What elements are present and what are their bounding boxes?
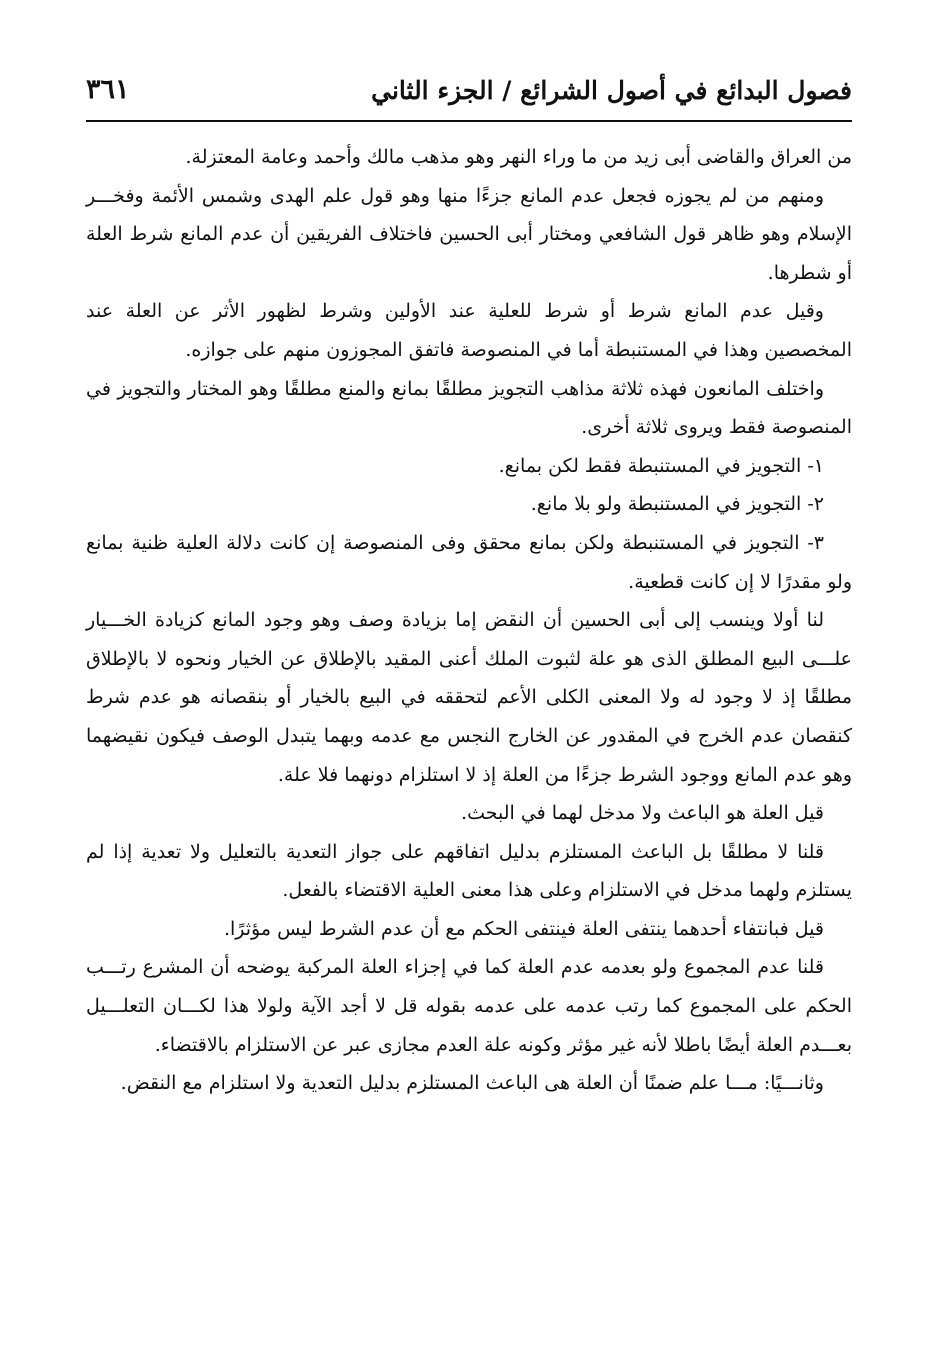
header-divider <box>86 120 852 122</box>
running-title: فصول البدائع في أصول الشرائع / الجزء الثاني <box>371 76 852 105</box>
list-item-3: ٣- التجويز في المستنبطة ولكن بمانع محقق وفى المنصوصة إن كانت دلالة العلية ظنية بمانع ولو مقدرًا لا إن كانت قطعية. <box>86 531 852 593</box>
paragraph-7: قلنا لا مطلقًا بل الباعث المستلزم بدليل اتفاقهم على جواز التعدية بالتعليل ولا تعدية إذا لم يستلزم ولهما مدخل في الاستلزام وعلى هذا معنى العلية الاقتضاء بالفعل. <box>86 840 852 902</box>
paragraph-10: وثانـــيًا: مـــا علم ضمنًا أن العلة هى الباعث المستلزم بدليل التعدية ولا استلزام مع النقض. <box>120 1072 824 1095</box>
page-number: ٣٦١ <box>86 74 130 105</box>
paragraph-5: لنا أولا وينسب إلى أبى الحسين أن النقض إما بزيادة وصف وهو وجود المانع كزيادة الخـــيار علـــى البيع المطلق الذى هو علة لثبوت الملك أعنى المقيد بالإطلاق عن الخيار ونحوه لا بالإطلاق مطلقًا إذ لا وجود له ولا المعنى الكلى الأعم لتحققه في البيع بالخيار أو بنقصانه هو عدم شرط كنقصان عدم الخرج في المقدور عن الخارج النجس مع عدمه وبهما يتبدل الوصف فيكون نقيضهما وهو عدم المانع ووجود الشرط جزءًا من العلة إذ لا استلزام دونهما فلا علة. <box>86 609 852 786</box>
paragraph-4: واختلف المانعون فهذه ثلاثة مذاهب التجويز مطلقًا بمانع والمنع مطلقًا وهو المختار والتجويز في المنصوصة فقط ويروى ثلاثة أخرى. <box>86 377 852 439</box>
paragraph-9: قلنا عدم المجموع ولو بعدمه عدم العلة كما في إجزاء العلة المركبة يوضحه أن المشرع رتـــب الحكم على المجموع كما رتب عدمه على عدمه بقوله قل لا أجد الآية ولولا هذا لكـــان التعلـــيل بعـــدم العلة أيضًا باطلا لأنه غير مؤثر وكونه علة العدم مجازى عبر عن الاستلزام بالاقتضاء. <box>86 956 852 1056</box>
body-text <box>86 138 852 1103</box>
paragraph-2: ومنهم من لم يجوزه فجعل عدم المانع جزءًا منها وهو قول علم الهدى وشمس الأئمة وفخـــر الإسلام وهو ظاهر قول الشافعي ومختار أبى الحسين فاختلاف الفريقين أن عدم المانع شرط العلة أو شطرها. <box>86 184 852 284</box>
page-header <box>86 70 852 118</box>
paragraph-3: وقيل عدم المانع شرط أو شرط للعلية عند الأولين وشرط لظهور الأثر عن العلة عند المخصصين وهذا في المستنبطة أما في المنصوصة فاتفق المجوزون منهم على جوازه. <box>86 300 852 361</box>
paragraph-6: قيل العلة هو الباعث ولا مدخل لهما في البحث. <box>461 802 824 825</box>
paragraph-1: من العراق والقاضى أبى زيد من ما وراء النهر وهو مذهب مالك وأحمد وعامة المعتزلة. <box>185 146 852 168</box>
book-page <box>86 70 852 1320</box>
list-item-1: ١- التجويز في المستنبطة فقط لكن بمانع. <box>498 454 824 477</box>
list-item-2: ٢- التجويز في المستنبطة ولو بلا مانع. <box>530 493 824 516</box>
paragraph-8: قيل فبانتفاء أحدهما ينتفى العلة فينتفى الحكم مع أن عدم الشرط ليس مؤثرًا. <box>223 917 824 940</box>
